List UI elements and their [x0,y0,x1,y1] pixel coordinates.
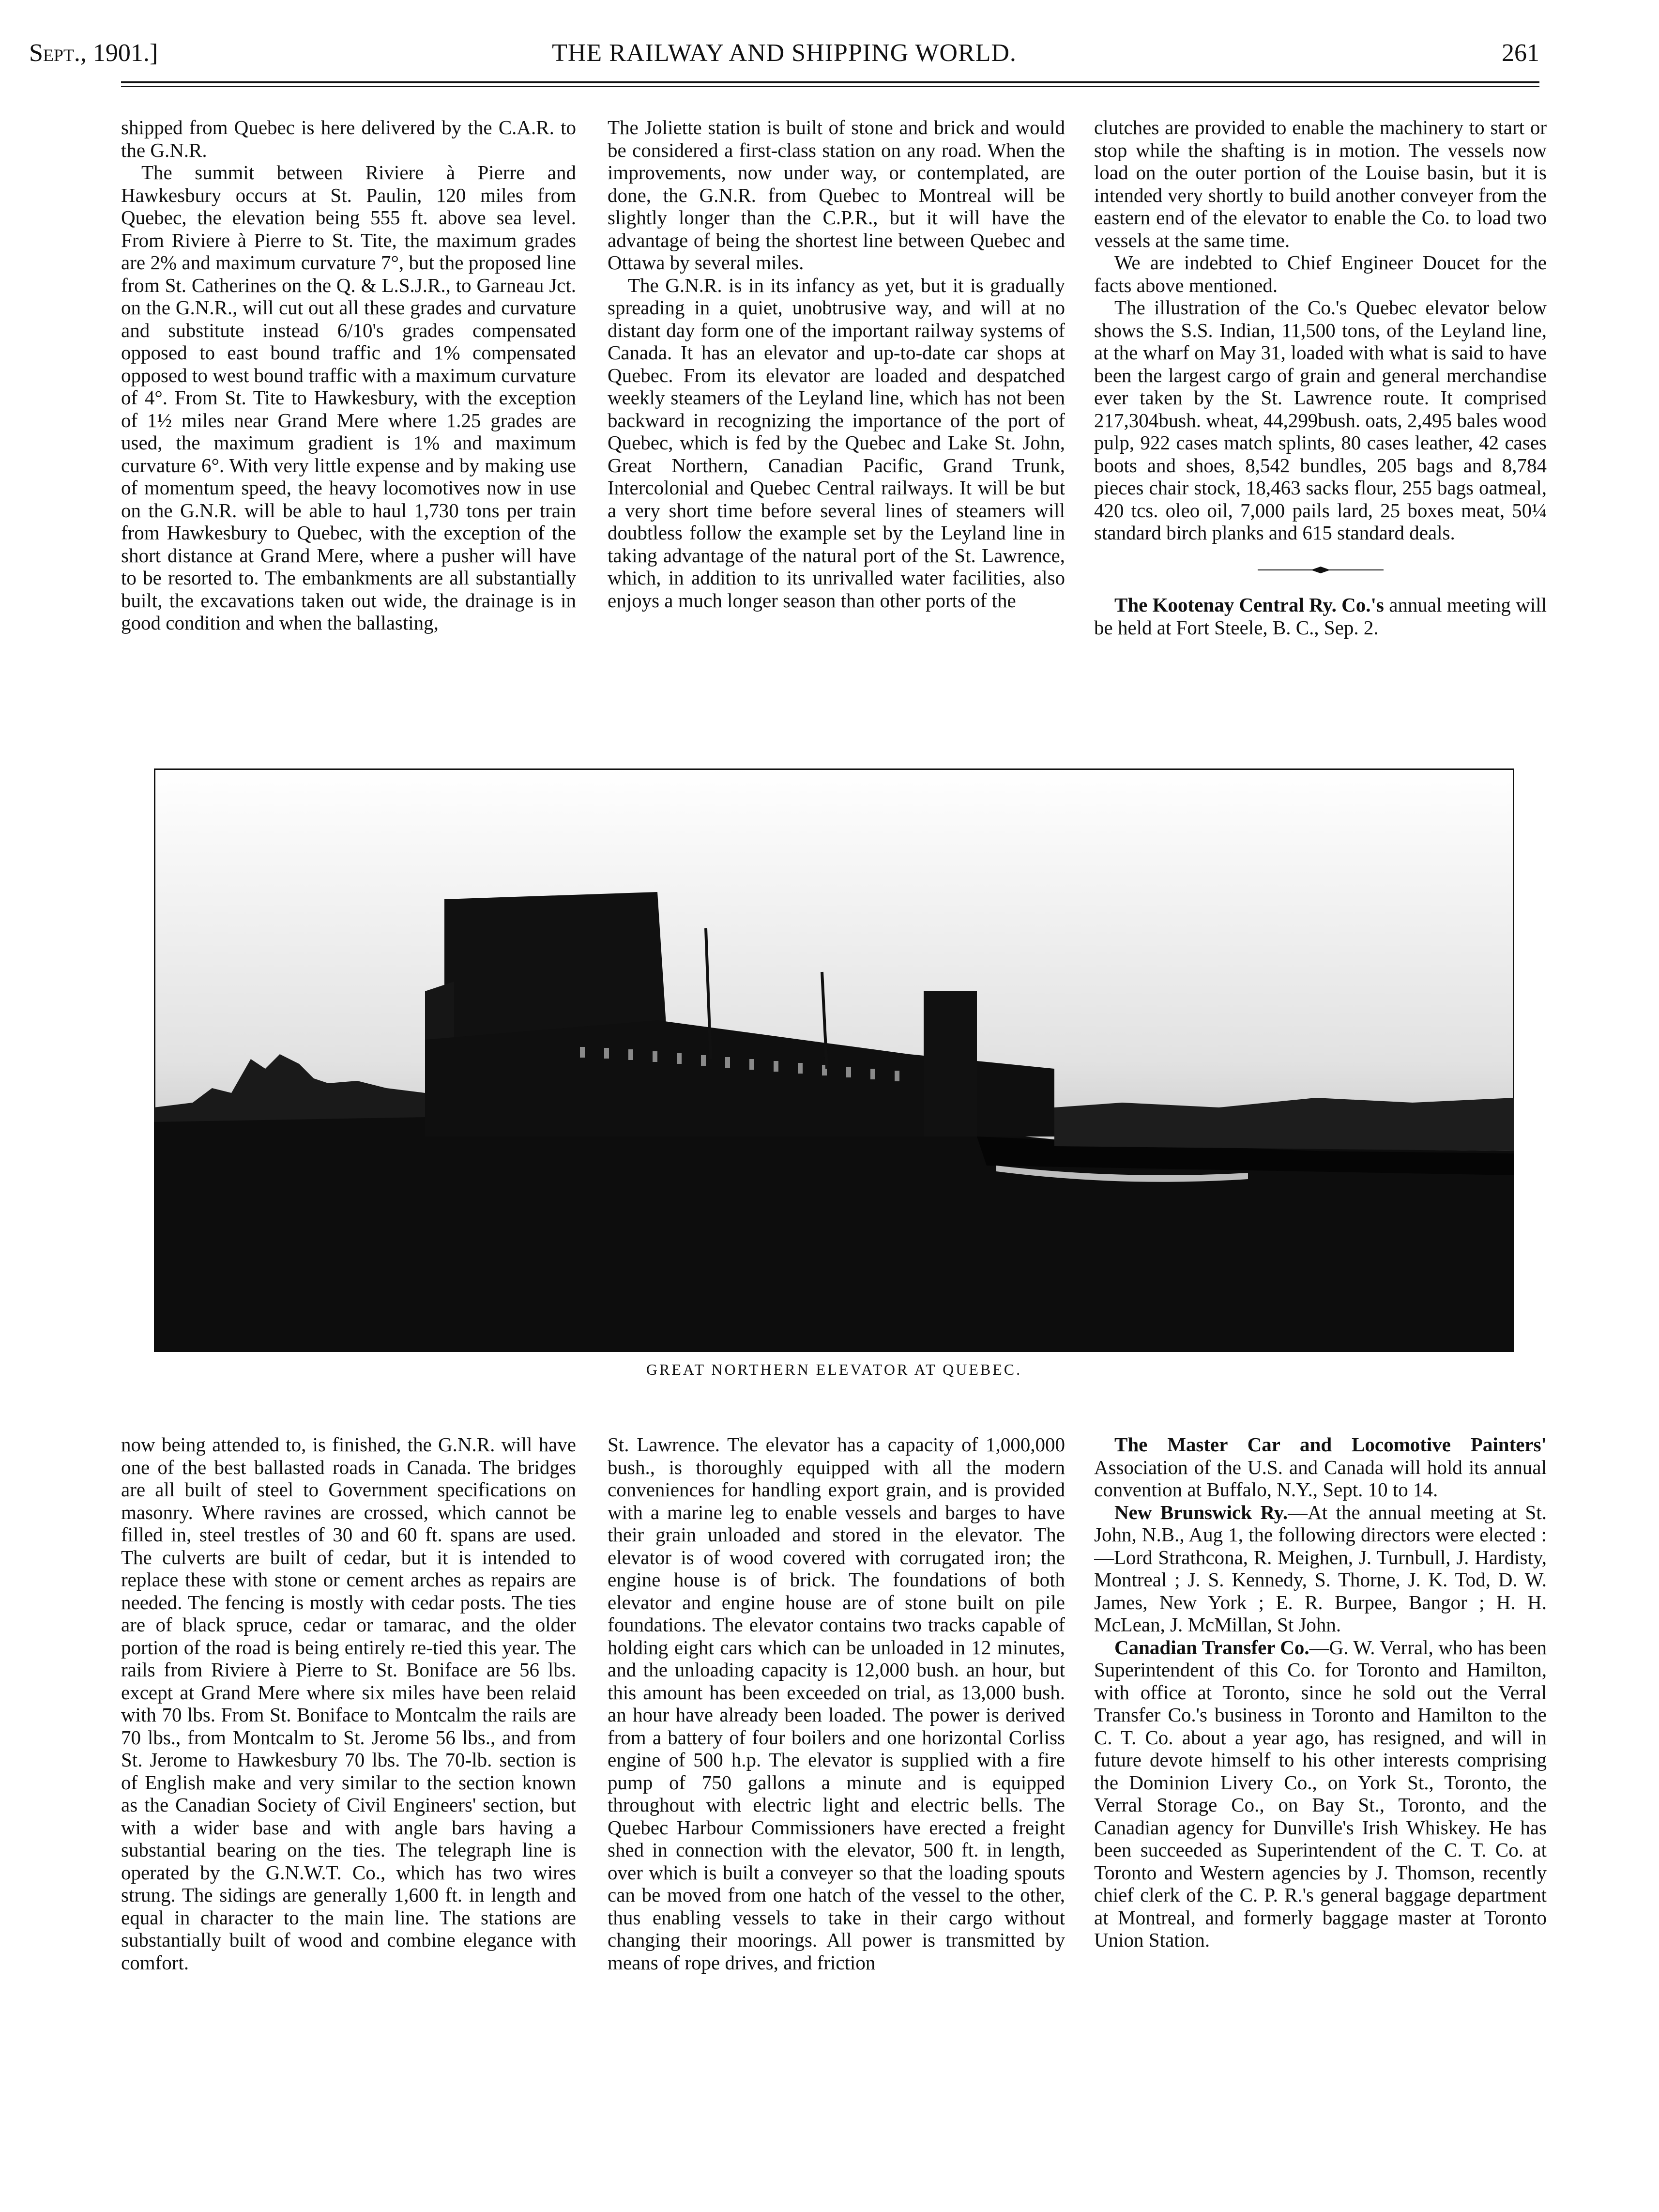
paragraph: The Joliette station is built of stone and brick and would be considered a first-class station on any road. When the improvements, now under way, or contemplated, are done, the G.N.R. from Quebec to Montreal will be slightly longer than the C.P.R., but it will have the advantage of being the shortest line between Quebec and Ottawa by several miles. [608,116,1065,274]
news-item [1094,594,1547,639]
news-item-heading: New Brunswick Ry. [1114,1501,1288,1523]
news-item-heading: The Master Car and Locomotive Painters' [1114,1433,1547,1456]
section-divider-ornament [1094,557,1547,580]
top-column-3 [1094,116,1547,741]
news-item-heading: Canadian Transfer Co. [1114,1636,1309,1659]
header-rule-top [121,81,1539,83]
bottom-column-3 [1094,1433,1547,2169]
bottom-column-2 [608,1433,1065,2169]
paragraph: clutches are provided to enable the machinery to start or stop while the shafting is in motion. The vessels now load on the outer portion of the Louise basin, but it is intended very shortly to build another conveyer from the eastern end of the elevator to enable the Co. to load two vessels at the same time. [1094,116,1547,251]
news-item [1094,1501,1547,1636]
bottom-column-1 [121,1433,576,2169]
paragraph: now being attended to, is finished, the G.N.R. will have one of the best ballasted roads in Canada. The bridges are all built of steel to Government specifications on masonry. Where ravines are crossed, which cannot be filled in, steel trestles of 30 and 60 ft. spans are used. The culverts are built of cedar, but it is intended to replace these with stone or cement arches as repairs are needed. The fencing is mostly with cedar posts. The ties are of black spruce, cedar or tamarac, and the older portion of the road is being entirely re-tied this year. The rails from Riviere à Pierre to St. Boniface are 56 lbs. except at Grand Mere where six miles have been relaid with 70 lbs. From St. Boniface to Montcalm the rails are 70 lbs., from Montcalm to St. Jerome 56 lbs., and from St. Jerome to Hawkesbury 70 lbs. The 70-lb. section is of English make and very similar to the section known as the Canadian Society of Civil Engineers' section, but with a wider base and with angle bars having a substantial bearing on the ties. The telegraph line is operated by the G.N.W.T. Co., which has two wires strung. The sidings are generally 1,600 ft. in length and equal in character to the main line. The stations are substantially built of wood and combine elegance with comfort. [121,1433,576,1974]
news-item-heading: The Kootenay Central Ry. Co.'s [1114,594,1384,616]
news-item [1094,1433,1547,1501]
header-title: THE RAILWAY AND SHIPPING WORLD. [552,39,1017,67]
news-item-body: —G. W. Verral, who has been Superintendent of this Co. for Toronto and Hamilton, with office at Toronto, since he sold out the Verral Transfer Co.'s business in Toronto and Hamilton to the C. T. Co. about a year ago, has resigned, and will in future devote himself to his other interests comprising the Dominion Livery Co., on York St., Toronto, the Verral Storage Co., on Bay St., Toronto, and the Canadian agency for Dunville's Irish Whiskey. He has been succeeded as Superintendent of the C. T. Co. at Toronto and Western agencies by J. Thomson, recently chief clerk of the C. P. R.'s general baggage department at Montreal, and formerly baggage master at Toronto Union Station. [1094,1636,1547,1951]
news-item-body: annual meeting will be held at Fort Steele, B. C., Sep. 2. [1094,594,1547,639]
paragraph: We are indebted to Chief Engineer Doucet for the facts above mentioned. [1094,251,1547,296]
news-item-body: Association of the U.S. and Canada will hold its annual convention at Buffalo, N.Y., Sept. 10 to 14. [1094,1456,1547,1501]
news-item-body: —At the annual meeting at St. John, N.B., Aug 1, the following directors were elected :—Lord Strathcona, R. Meighen, J. Turnbull, J. Hardisty, Montreal ; J. S. Kennedy, S. Thorne, J. K. Tod, D. W. James, New York ; E. R. Burpee, Bangor ; H. H. McLean, J. McMillan, St John. [1094,1501,1547,1636]
news-item [1094,1636,1547,1951]
paragraph: shipped from Quebec is here delivered by the C.A.R. to the G.N.R. [121,116,576,161]
top-column-2 [608,116,1065,741]
paragraph: The illustration of the Co.'s Quebec elevator below shows the S.S. Indian, 11,500 tons, of the Leyland line, at the wharf on May 31, loaded with what is said to have been the largest cargo of grain and general merchandise ever taken by the St. Lawrence route. It comprised 217,304bush. wheat, 44,299bush. oats, 2,495 bales wood pulp, 922 cases match splints, 80 cases leather, 42 cases boots and shoes, 8,542 bundles, 205 bags and 8,784 pieces chair stock, 18,463 sacks flour, 255 bags oatmeal, 420 tcs. oleo oil, 7,000 pails lard, 25 boxes meat, 50¼ standard birch planks and 615 standard deals. [1094,296,1547,544]
photo-caption: GREAT NORTHERN ELEVATOR AT QUEBEC. [646,1361,1022,1378]
paragraph: The G.N.R. is in its infancy as yet, but it is gradually spreading in a quiet, unobtrusive way, and will at no distant day form one of the important railway systems of Canada. It has an elevator and up-to-date car shops at Quebec. From its elevator are loaded and despatched weekly steamers of the Leyland line, which has not been backward in recognizing the importance of the port of Quebec, which is fed by the Quebec and Lake St. John, Great Northern, Canadian Pacific, Grand Trunk, Intercolonial and Quebec Central railways. It will be but a very short time before several lines of steamers will doubtless follow the example set by the Leyland line in taking advantage of the natural port of the St. Lawrence, which, in addition to its unrivalled water facilities, also enjoys a much longer season than other ports of the [608,274,1065,612]
page-number: 261 [1502,39,1539,67]
top-column-1 [121,116,576,741]
paragraph: St. Lawrence. The elevator has a capacity of 1,000,000 bush., is thoroughly equipped with all the modern conveniences for handling export grain, and is provided with a marine leg to enable vessels and barges to have their grain unloaded and stored in the elevator. The elevator is of wood covered with corrugated iron; the engine house is of brick. The foundations of both elevator and engine house are of stone built on pile foundations. The elevator contains two tracks capable of holding eight cars which can be unloaded in 12 minutes, and the unloading capacity is 12,000 bush. an hour, but this amount has been exceeded on trial, as 13,000 bush. an hour have already been loaded. The power is derived from a battery of four boilers and one horizontal Corliss engine of 500 h.p. The elevator is supplied with a fire pump of 750 gallons a minute and is equipped throughout with electric light and electric bells. The Quebec Harbour Commissioners have erected a freight shed in connection with the elevator, 500 ft. in length, over which is built a conveyer so that the loading spouts can be moved from one hatch of the vessel to the other, thus enabling vessels to take in their cargo without changing their moorings. All power is transmitted by means of rope drives, and friction [608,1433,1065,1974]
paragraph: The summit between Riviere à Pierre and Hawkesbury occurs at St. Paulin, 120 miles from Quebec, the elevation being 555 ft. above sea level. From Riviere à Pierre to St. Tite, the maximum grades are 2% and maximum curvature 7°, but the proposed line from St. Catherines on the Q. & L.S.J.R., to Garneau Jct. on the G.N.R., will cut out all these grades and curvature and substitute instead 6/10's grades compensated opposed to east bound traffic and 1% compensated opposed to west bound traffic with a maximum curvature of 4°. From St. Tite to Hawkesbury, with the exception of 1½ miles near Grand Mere where 1.25 grades are used, the maximum gradient is 1% and maximum curvature 6°. With very little expense and by making use of momentum speed, the heavy locomotives now in use on the G.N.R. will be able to haul 1,730 tons per train from Hawkesbury to Quebec, with the exception of the short distance at Grand Mere, where a pusher will have to be resorted to. The embankments are all substantially built, the excavations taken out wide, the drainage is in good condition and when the ballasting, [121,161,576,634]
running-header [29,34,1539,73]
elevator-photograph [154,768,1514,1352]
header-date: Sept., 1901.] [29,39,158,67]
header-rule-bottom [121,86,1539,87]
